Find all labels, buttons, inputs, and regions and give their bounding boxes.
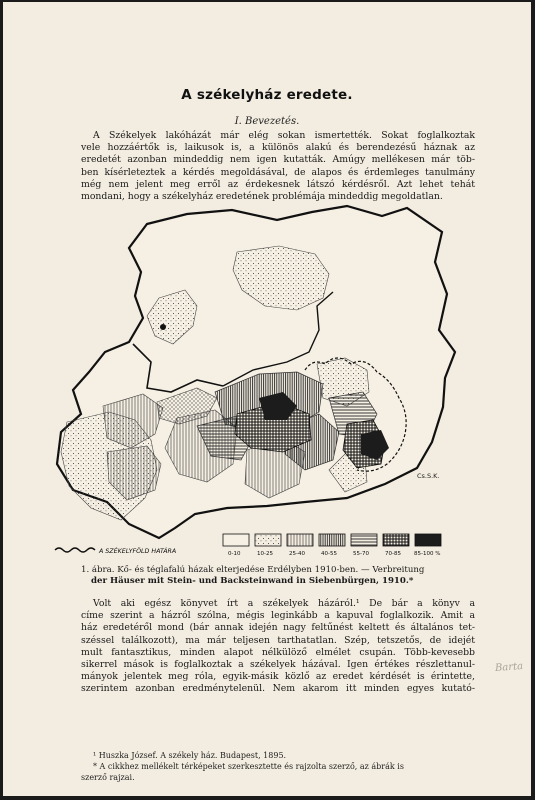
footnote: szerző rajzai. <box>81 773 135 782</box>
text-line: A Székelyek lakóházát már elég sokan ismertették. Sokat foglalkoztak <box>93 130 475 141</box>
footnote: * A cikkhez mellékelt térképeket szerkesztette és rajzolta szerző, az ábrák is <box>93 762 404 771</box>
map-signature: Cs.S.K. <box>417 472 440 480</box>
text-line: Volt aki egész könyvet írt a székelyek házáról.¹ De bár a könyv a <box>93 598 475 609</box>
text-line: eredetét azonban mindeddig nem igen kutatták. Amúgy mellékesen már töb- <box>81 154 475 166</box>
legend-label: 85-100 % <box>414 551 441 557</box>
footnotes <box>81 750 475 783</box>
legend-label: 25-40 <box>289 551 305 557</box>
footnote: ¹ Huszka József. A székely ház. Budapest, 1895. <box>93 751 287 760</box>
body-paragraph <box>81 598 475 696</box>
caption-line: 1. ábra. Kő- és téglafalú házak elterjedése Erdélyben 1910-ben. — Verbreitung <box>81 565 425 575</box>
text-line: sikerrel mások is foglalkoztak a székelyek házával. Igen értékes részlettanul- <box>81 659 475 671</box>
intro-paragraph <box>81 130 475 203</box>
boundary-legend-symbol <box>55 548 95 552</box>
page <box>3 2 531 796</box>
caption-line: der Häuser mit Stein- und Backsteinwand in Siebenbürgen, 1910.* <box>91 576 414 586</box>
legend-label: 0-10 <box>228 551 241 557</box>
density-legend <box>223 534 441 557</box>
text-line: mondani, hogy a székelyház eredetének problémája mindeddig megoldatlan. <box>81 191 443 203</box>
text-line: ház eredetéről mond (bár annak idején nagy feltűnést keltett és általános tet- <box>81 622 475 634</box>
text-line: vele hozzáértők is, laikusok is, a különös alakú és berendezésű háznak az <box>81 142 475 154</box>
handwritten-margin-note: Barta <box>494 661 524 674</box>
transylvania-map <box>47 202 477 562</box>
boundary-legend-label: A SZÉKELYFÖLD HATÁRA <box>99 548 177 555</box>
text-line: címe szerint a házról szólna, mégis leginkább a kapuval foglalkozik. Amit a <box>81 610 475 622</box>
legend-label: 40-55 <box>321 551 337 557</box>
figure-caption <box>81 565 475 587</box>
text-line: széssel találkozott), ma már teljesen tarthatatlan. Szép, tetszetős, de idejét <box>81 634 475 646</box>
text-line: szerintem azonban eredménytelenül. Nem akarom itt minden egyes kutató- <box>81 683 475 695</box>
text-line: mult fantasztikus, minden alapot nélkülöző elmélet csupán. Több-kevesebb <box>81 646 475 658</box>
text-line: ben kísérleteztek a kérdés megoldásával, de alapos és érdemleges tanulmány <box>81 166 475 178</box>
legend-label: 10-25 <box>257 551 273 557</box>
section-heading: I. Bevezetés. <box>234 116 300 127</box>
legend-label: 70-85 <box>385 551 401 557</box>
text-line: mányok jelentek meg róla, egyik-másik közlő az eredet kérdését is érintette, <box>81 671 475 683</box>
legend-label: 55-70 <box>353 551 369 557</box>
text-line: még nem jelent meg erről az érdekesnek látszó kérdésről. Azt lehet tehát <box>81 178 475 190</box>
article-title: A székelyház eredete. <box>181 87 353 103</box>
